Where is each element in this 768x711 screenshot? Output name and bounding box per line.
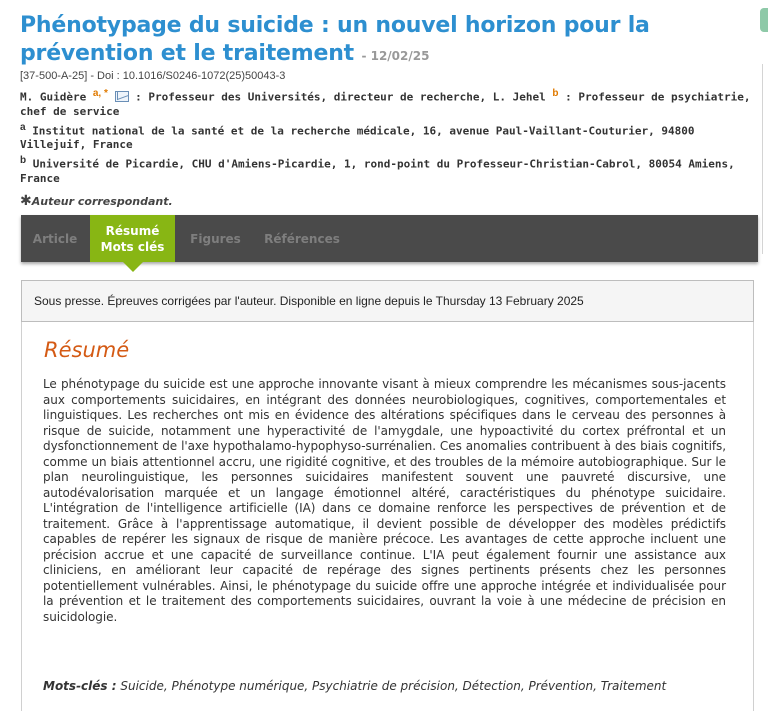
affiliation-b: [20, 154, 760, 186]
affiliation-a: [20, 121, 760, 153]
reference-doi: [37-500-A-25] - Doi : 10.1016/S0246-1072(25)50043-3: [20, 70, 286, 82]
article-title-text: Phénotypage du suicide : un nouvel horizon pour la prévention et le traitement: [20, 13, 650, 66]
tab-resume-line2: Mots clés: [100, 239, 165, 254]
author1-role: : Professeur des Universités, directeur de recherche, L. Jehel: [135, 90, 546, 104]
author2-role: : Professeur de psychiatrie, chef de service: [20, 90, 751, 118]
tab-references[interactable]: Références: [264, 231, 340, 246]
tab-resume-line1: Résumé: [105, 223, 160, 238]
keywords-label: Mots-clés :: [43, 679, 117, 693]
author2-affiliation-sup[interactable]: b: [552, 88, 559, 99]
tab-figures[interactable]: Figures: [190, 231, 241, 246]
section-tabs: [21, 215, 758, 262]
tab-resume-mots-cles[interactable]: [90, 215, 175, 262]
tab-article[interactable]: Article: [32, 231, 78, 246]
keywords-list: Suicide, Phénotype numérique, Psychiatrie de précision, Détection, Prévention, Traitement: [120, 679, 667, 693]
authors-line: [20, 87, 760, 119]
keywords-line: [43, 679, 666, 693]
mail-icon[interactable]: [115, 91, 129, 102]
affiliation-a-sup: a: [20, 121, 26, 133]
affiliation-b-text: Université de Picardie, CHU d'Amiens-Picardie, 1, rond-point du Professeur-Christian-Cabrol, 80054 Amiens, France: [20, 157, 735, 185]
side-panel-tab[interactable]: [760, 8, 768, 32]
author-name[interactable]: M. Guidère: [20, 90, 87, 104]
side-panel-edge: [762, 64, 768, 254]
author1-affiliation-sup[interactable]: a, *: [92, 88, 108, 99]
asterisk-icon: ✱: [20, 193, 32, 209]
tab-resume-label: [101, 223, 165, 255]
resume-heading: Résumé: [44, 338, 130, 362]
corresponding-author-note: [20, 193, 173, 209]
authors-block: [20, 87, 760, 186]
article-date: - 12/02/25: [361, 49, 430, 63]
affiliation-b-sup: b: [20, 155, 27, 167]
abstract-text: Le phénotypage du suicide est une approche innovante visant à mieux comprendre les mécanismes sous-jacents aux comportements suicidaires, en intégrant des données neurobiologiques, cognitives, comportementales et linguistiques. Les recherches ont mis en évidence des altérations spécifiques dans le cerveau des personnes à risque de suicide, notamment une hyperactivité de l'amygdale, une hypoactivité du cortex préfrontal et un dysfonctionnement de l'axe hypothalamo-hypophyso-surrénalien. Ces anomalies contribuent à des biais cognitifs, comme un biais attentionnel accru, une rigidité cognitive, et des troubles de la mémoire autobiographique. Sur le plan neurolinguistique, les personnes suicidaires manifestent souvent une pauvreté discursive, une autodévalorisation marquée et un langage émotionnel altéré, caractéristiques du phénotype suicidaire. L'intégration de l'intelligence artificielle (IA) dans ce domaine renforce les perspectives de prévention et de traitement. Grâce à l'apprentissage automatique, il devient possible de développer des modèles prédictifs capables de repérer les signaux de risque de manière précoce. Les avantages de cette approche incluent une précision accrue et une capacité de surveillance continue. L'IA peut également fournir une assistance aux cliniciens, en améliorant leur capacité de repérage des signes pertinents présents chez les personnes potentiellement vulnérables. Ainsi, le phénotypage du suicide offre une approche intégrée et individualisée pour la prévention et le traitement des comportements suicidaires, ouvrant la voie à une médecine de précision en suicidologie.: [43, 377, 726, 624]
affiliation-a-text: Institut national de la santé et de la recherche médicale, 16, avenue Paul-Vaillant-Couturier, 94800 Villejuif, France: [20, 124, 695, 152]
article-title: [20, 12, 748, 70]
press-notice: Sous presse. Épreuves corrigées par l'auteur. Disponible en ligne depuis le Thursday 13 February 2025: [21, 280, 754, 322]
corresponding-author-text: Auteur correspondant.: [31, 195, 173, 208]
